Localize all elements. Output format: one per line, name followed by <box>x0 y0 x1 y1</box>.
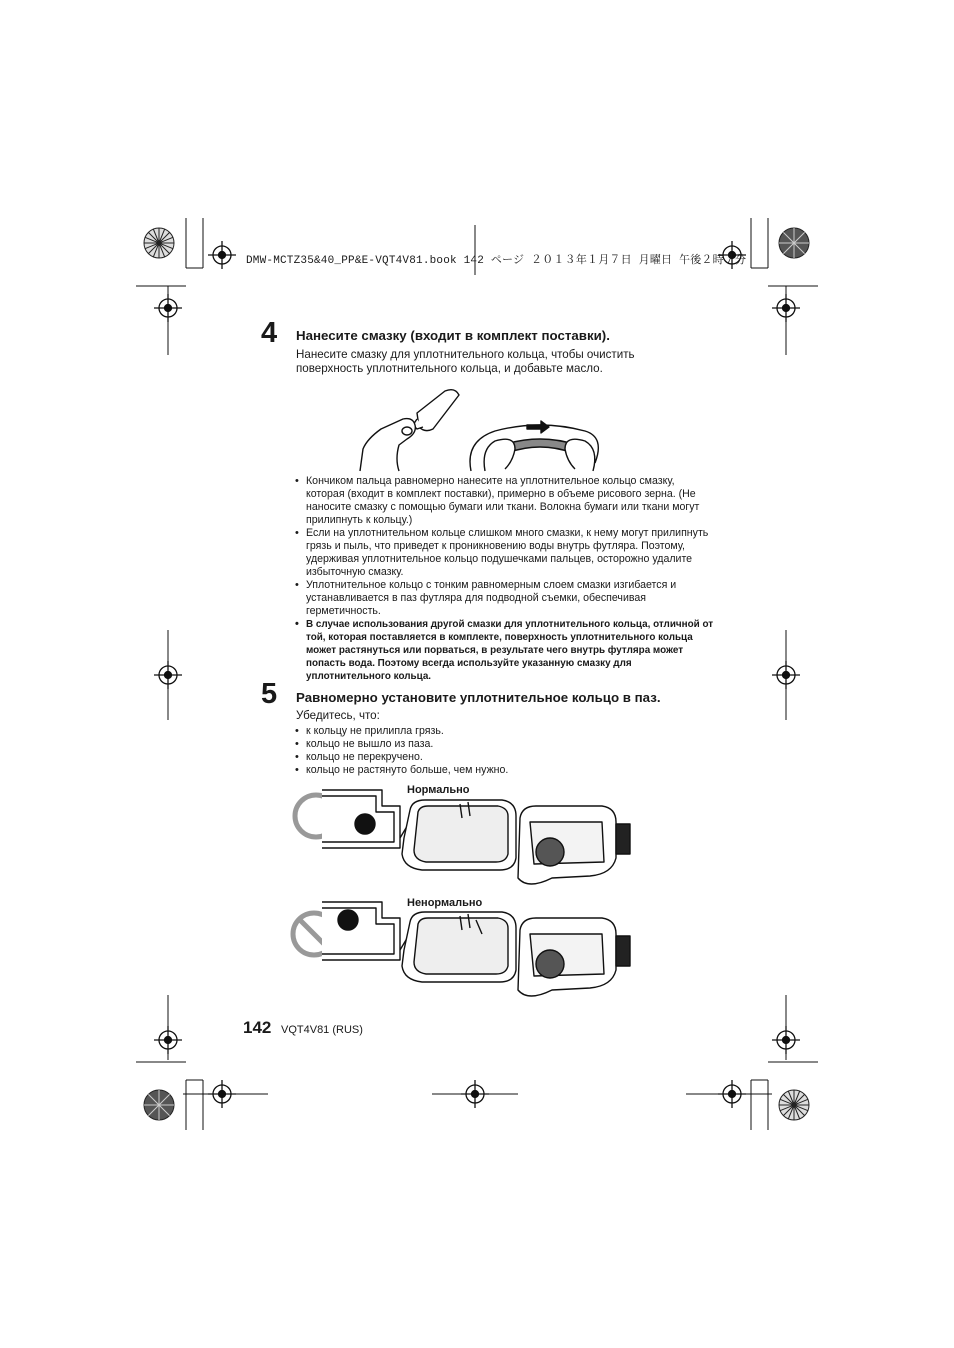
step-4-notes <box>295 475 715 683</box>
note-item: • В случае использования другой смазки для уплотнительного кольца, отличной от той, которая поставляется в комплекте, поверхность уплотнительного кольца может растянуться или порваться, в результате чего внутрь футляра может попасть вода. Поэтому всегда используйте указанную смазку для уплотнительного кольца. <box>295 618 715 683</box>
intro-line: поверхность уплотнительного кольца, и добавьте масло. <box>296 361 603 375</box>
figure-abnormal-label: Ненормально <box>407 897 483 909</box>
note-item: • Уплотнительное кольцо с тонким равномерным слоем смазки изгибается и устанавливается в паз футляра для подводной съемки, обеспечивая герметичность. <box>295 579 715 618</box>
checklist-item: • кольцо не перекручено. <box>295 751 715 764</box>
checklist-item: • к кольцу не прилипла грязь. <box>295 725 715 738</box>
step-4-title: Нанесите смазку (входит в комплект поставки). <box>296 328 610 343</box>
intro-line: Нанесите смазку для уплотнительного кольца, чтобы очистить <box>296 348 635 361</box>
step-5-checklist <box>295 725 715 777</box>
step-5-title: Равномерно установите уплотнительное кольцо в паз. <box>296 690 661 705</box>
grease-illustration <box>355 383 615 473</box>
step-4-intro <box>296 348 716 375</box>
abnormal-ring-figure <box>290 910 640 1000</box>
note-item: • Если на уплотнительном кольце слишком много смазки, к нему могут прилипнуть грязь и пыль, что приведет к проникновению воды внутрь футляра. Поэтому, удерживая уплотнительное кольцо подушечками пальцев, осторожно удалите избыточную смазку. <box>295 527 715 579</box>
figure-normal-label: Нормально <box>407 784 470 796</box>
note-item: • Кончиком пальца равномерно нанесите на уплотнительное кольцо смазку, которая (входит в комплект поставки), примерно в объеме рисового зерна. (Не наносите смазку с помощью бумаги или ткани. Волокна бумаги или ткани могут прилипнуть к кольцу.) <box>295 475 715 527</box>
checklist-item: • кольцо не растянуто больше, чем нужно. <box>295 764 715 777</box>
step-5-intro: Убедитесь, что: <box>296 709 380 722</box>
page-number: 142 <box>243 1018 272 1037</box>
checklist-item: • кольцо не вышло из паза. <box>295 738 715 751</box>
model-code: VQT4V81 (RUS) <box>281 1024 363 1036</box>
step-4-number: 4 <box>261 317 278 349</box>
print-header: DMW-MCTZ35&40_PP&E-VQT4V81.book 142 ページ ２０１３年１月７日 月曜日 午後２時７分 <box>246 255 747 267</box>
step-5-number: 5 <box>261 678 278 710</box>
normal-ring-figure <box>290 798 640 888</box>
